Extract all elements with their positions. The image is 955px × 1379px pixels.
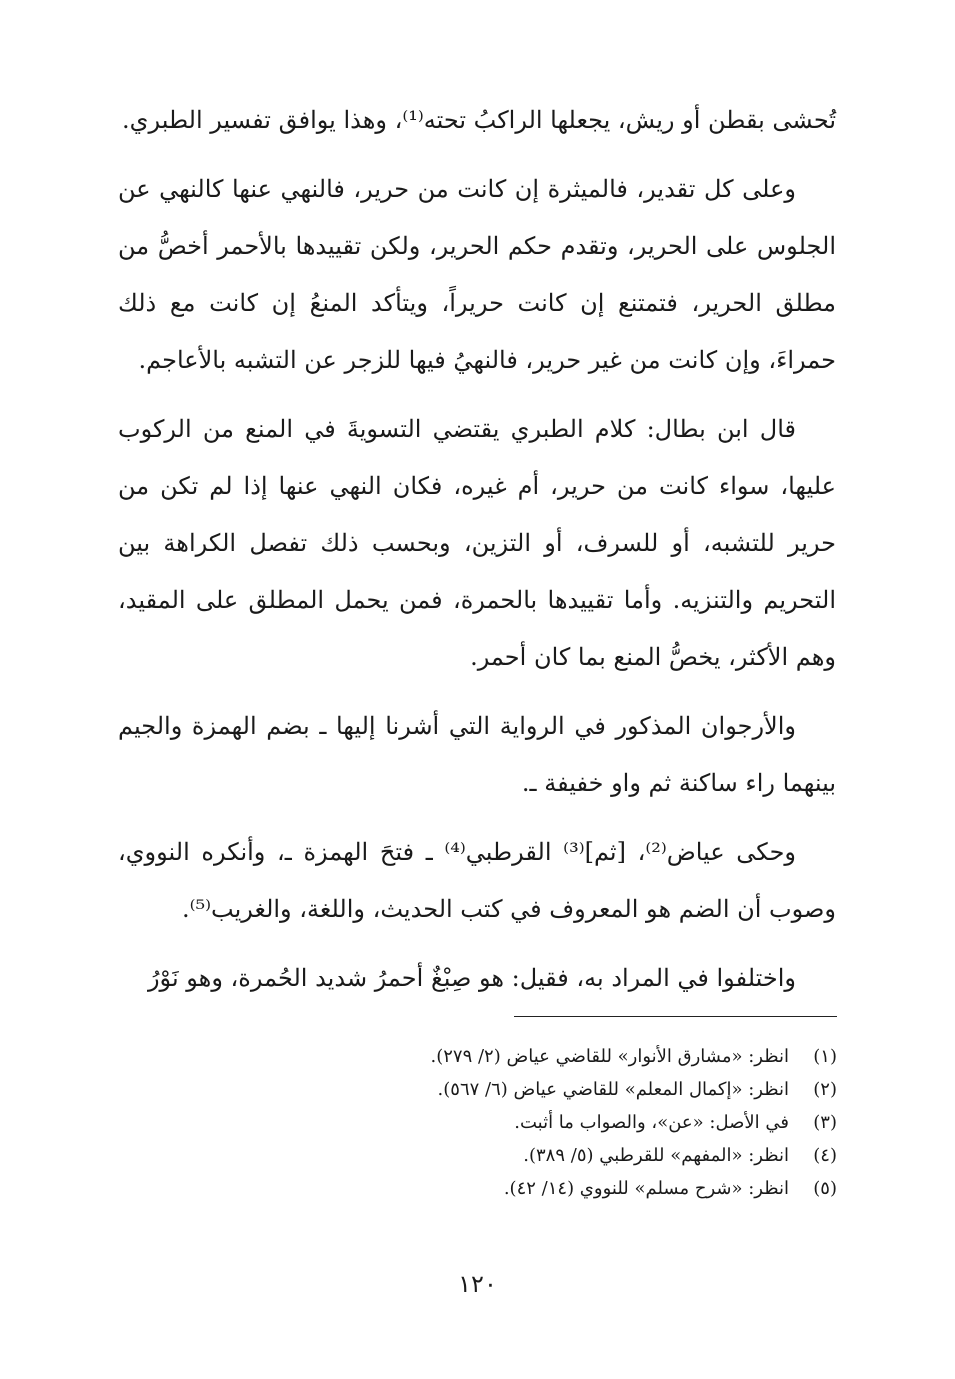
footnote-3 xyxy=(119,1106,837,1139)
footnote-number: (٣) xyxy=(813,1112,837,1133)
paragraph-2: وعلى كل تقدير، فالميثرة إن كانت من حرير، فالنهي عنها كالنهي عن الجلوس على الحرير، وتقدم حكم الحرير، ولكن تقييدها بالأحمر أخصُّ من مطلق الحرير، فتمتنع إن كانت حريراً، ويتأكد المنعُ إن كانت مع ذلك حمراءَ، وإن كانت من غير حرير، فالنهيُ فيها للزجر عن التشبه بالأعاجم. xyxy=(118,175,836,374)
footnote-4 xyxy=(119,1139,837,1172)
footnote-text: انظر: «شرح مسلم» للنووي (١٤/ ٤٢). xyxy=(503,1178,789,1199)
footnote-1 xyxy=(119,1040,837,1073)
footnote-text: في الأصل: «عن»، والصواب ما أثبت. xyxy=(514,1112,789,1133)
paragraph-3: قال ابن بطال: كلام الطبري يقتضي التسويةَ في المنع من الركوب عليها، سواء كانت من حرير، أم غيره، فكان النهي عنها إذا لم تكن من حرير للتشبه، أو للسرف، أو التزين، وبحسب ذلك تفصل الكراهة بين التحريم والتنزيه. وأما تقييدها بالحمرة، فمن يحمل المطلق على المقيد، وهم الأكثر، يخصُّ المنع بما كان أحمر. xyxy=(118,415,837,671)
footnote-number: (٢) xyxy=(813,1079,837,1100)
footnote-text: انظر: «مشارق الأنوار» للقاضي عياض (٢/ ٢٧٩). xyxy=(430,1046,789,1067)
footnote-2 xyxy=(119,1073,837,1106)
footnotes xyxy=(119,1040,837,1205)
page-number: ١٢٠ xyxy=(458,1270,497,1298)
paragraph-6: واختلفوا في المراد به، فقيل: هو صِبْغٌ أحمرُ شديد الحُمرة، وهو نَوْرُ xyxy=(147,964,796,992)
paragraph-1: تُحشى بقطن أو ريش، يجعلها الراكبُ تحته⁽¹⁾، وهذا يوافق تفسير الطبري. xyxy=(122,106,836,134)
paragraph-5: وحكى عياض⁽²⁾، [ثم]⁽³⁾ القرطبي⁽⁴⁾ ـ فتحَ الهمزة ـ، وأنكره النووي، وصوب أن الضم هو المعروف في كتب الحديث، واللغة، والغريب⁽⁵⁾. xyxy=(118,838,836,923)
footnote-number: (٤) xyxy=(813,1145,837,1166)
footnote-text: انظر: «إكمال المعلم» للقاضي عياض (٦/ ٥٦٧). xyxy=(437,1079,789,1100)
paragraph-4: والأرجوان المذكور في الرواية التي أشرنا إليها ـ بضم الهمزة والجيم بينهما راء ساكنة ثم واو خفيفة ـ. xyxy=(118,712,836,797)
footnote-5 xyxy=(119,1172,837,1205)
main-text xyxy=(118,92,836,1019)
footnote-text: انظر: «المفهم» للقرطبي (٥/ ٣٨٩). xyxy=(523,1145,789,1166)
footnote-divider xyxy=(514,1016,837,1017)
footnote-number: (١) xyxy=(813,1046,837,1067)
footnote-number: (٥) xyxy=(813,1178,837,1199)
